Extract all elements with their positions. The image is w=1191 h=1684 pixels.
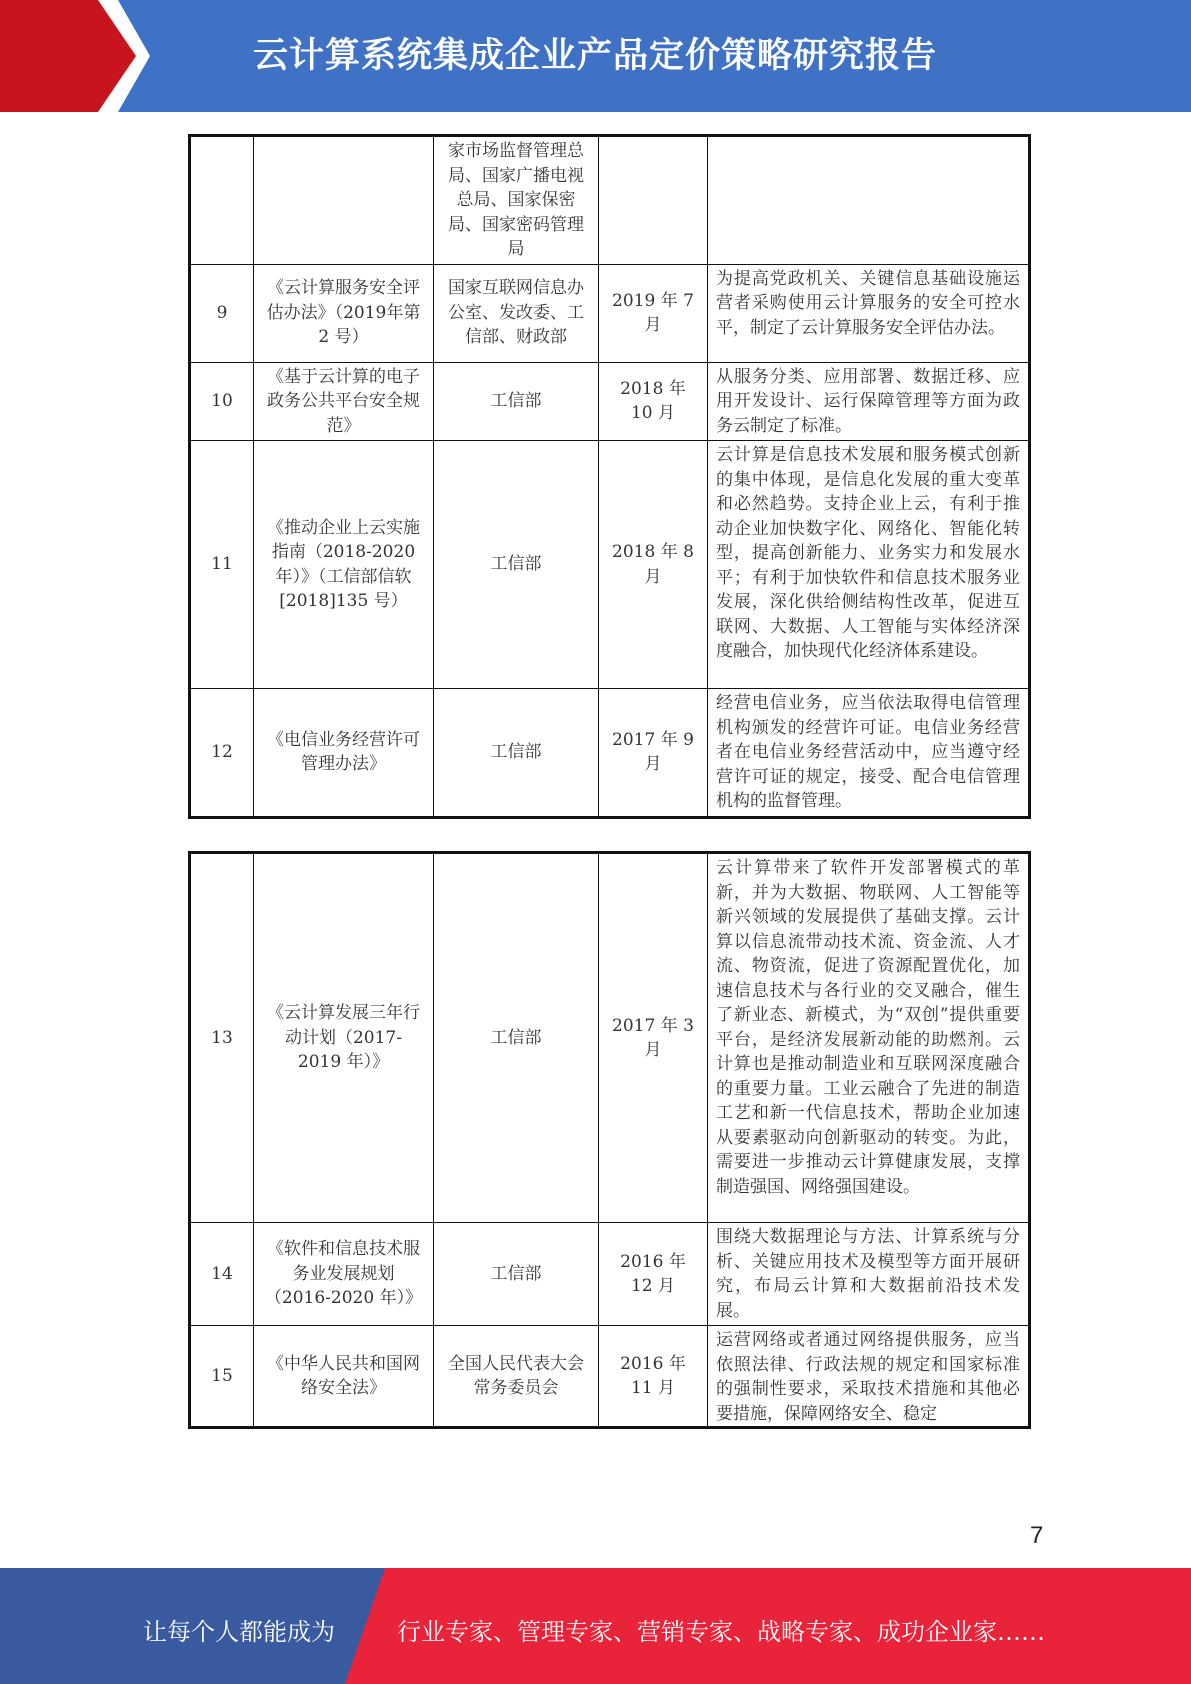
table-row bbox=[190, 1223, 1030, 1326]
policy-name: 《电信业务经营许可管理办法》 bbox=[254, 689, 434, 818]
issue-date: 2016 年 11 月 bbox=[599, 1326, 708, 1428]
issue-date: 2017 年 9 月 bbox=[599, 689, 708, 818]
policy-name bbox=[254, 136, 434, 265]
issuing-department: 工信部 bbox=[434, 1223, 599, 1326]
row-number: 10 bbox=[190, 362, 254, 441]
policy-description-text: 运营网络或者通过网络提供服务，应当依照法律、行政法规的规定和国家标准的强制性要求，采取技术措施和其他必要措施，保障网络安全、稳定 bbox=[716, 1330, 1020, 1424]
policy-description: 经营电信业务，应当依法取得电信管理机构颁发的经营许可证。电信业务经营者在电信业务经营活动中，应当遵守经营许可证的规定，接受、配合电信管理机构的监督管理。 bbox=[708, 689, 1030, 818]
table-row bbox=[190, 362, 1030, 441]
issue-date: 2018 年 10 月 bbox=[599, 362, 708, 441]
policy-description: 为提高党政机关、关键信息基础设施运营者采购使用云计算服务的安全可控水平，制定了云计算服务安全评估办法。 bbox=[708, 264, 1030, 362]
policy-name: 《推动企业上云实施指南（2018-2020 年）》（工信部信软[2018]135 号） bbox=[254, 441, 434, 689]
policy-description: 围绕大数据理论与方法、计算系统与分析、关键应用技术及模型等方面开展研究，布局云计算和大数据前沿技术发展。 bbox=[708, 1223, 1030, 1326]
table-row bbox=[190, 689, 1030, 818]
issue-date: 2018 年 8 月 bbox=[599, 441, 708, 689]
issuing-department: 工信部 bbox=[434, 689, 599, 818]
policy-description: 从服务分类、应用部署、数据迁移、应用开发设计、运行保障管理等方面为政务云制定了标准。 bbox=[708, 362, 1030, 441]
policy-name: 《基于云计算的电子政务公共平台安全规范》 bbox=[254, 362, 434, 441]
row-number: 11 bbox=[190, 441, 254, 689]
table-row bbox=[190, 853, 1030, 1223]
issuing-department: 国家互联网信息办公室、发改委、工信部、财政部 bbox=[434, 264, 599, 362]
issue-date: 2016 年 12 月 bbox=[599, 1223, 708, 1326]
issuing-department: 工信部 bbox=[434, 853, 599, 1223]
policy-description: 云计算是信息技术发展和服务模式创新的集中体现，是信息化发展的重大变革和必然趋势。支持企业上云，有利于推动企业加快数字化、网络化、智能化转型，提高创新能力、业务实力和发展水平；有利于加快软件和信息技术服务业发展，深化供给侧结构性改革，促进互联网、大数据、人工智能与实体经济深度融合，加快现代化经济体系建设。 bbox=[708, 441, 1030, 689]
row-number: 15 bbox=[190, 1326, 254, 1428]
row-number: 14 bbox=[190, 1223, 254, 1326]
issuing-department: 全国人民代表大会常务委员会 bbox=[434, 1326, 599, 1428]
table-row bbox=[190, 264, 1030, 362]
issuing-department: 工信部 bbox=[434, 441, 599, 689]
report-title: 云计算系统集成企业产品定价策略研究报告 bbox=[252, 36, 937, 76]
issuing-department: 工信部 bbox=[434, 362, 599, 441]
policy-name: 《云计算服务安全评估办法》（2019年第 2 号） bbox=[254, 264, 434, 362]
footer-slogan-right: 行业专家、管理专家、营销专家、战略专家、成功企业家…… bbox=[397, 1618, 1045, 1646]
policy-table-part1 bbox=[188, 134, 1031, 819]
issue-date: 2019 年 7 月 bbox=[599, 264, 708, 362]
row-number: 13 bbox=[190, 853, 254, 1223]
row-number: 12 bbox=[190, 689, 254, 818]
policy-table-part2 bbox=[188, 851, 1031, 1429]
policy-name: 《中华人民共和国网络安全法》 bbox=[254, 1326, 434, 1428]
page-footer bbox=[0, 1568, 1191, 1684]
table-row bbox=[190, 1326, 1030, 1428]
policy-name: 《云计算发展三年行动计划（2017-2019 年）》 bbox=[254, 853, 434, 1223]
policy-description bbox=[708, 1326, 1030, 1428]
page-header bbox=[0, 0, 1191, 112]
row-number: 9 bbox=[190, 264, 254, 362]
issuing-department: 家市场监督管理总局、国家广播电视总局、国家保密局、国家密码管理局 bbox=[434, 136, 599, 265]
table-row bbox=[190, 136, 1030, 265]
policy-description: 云计算带来了软件开发部署模式的革新，并为大数据、物联网、人工智能等新兴领域的发展提供了基础支撑。云计算以信息流带动技术流、资金流、人才流、物资流，促进了资源配置优化，加速信息技术与各行业的交叉融合，催生了新业态、新模式，为“双创”提供重要平台，是经济发展新动能的助燃剂。云计算也是推动制造业和互联网深度融合的重要力量。工业云融合了先进的制造工艺和新一代信息技术，帮助企业加速从要素驱动向创新驱动的转变。为此，需要进一步推动云计算健康发展，支撑制造强国、网络强国建设。 bbox=[708, 853, 1030, 1223]
row-number bbox=[190, 136, 254, 265]
policy-description bbox=[708, 136, 1030, 265]
page-number: 7 bbox=[1030, 1522, 1044, 1549]
footer-slogan-left: 让每个人都能成为 bbox=[143, 1618, 335, 1646]
policy-name: 《软件和信息技术服务业发展规划（2016-2020 年）》 bbox=[254, 1223, 434, 1326]
issue-date: 2017 年 3 月 bbox=[599, 853, 708, 1223]
table-row bbox=[190, 441, 1030, 689]
issue-date bbox=[599, 136, 708, 265]
